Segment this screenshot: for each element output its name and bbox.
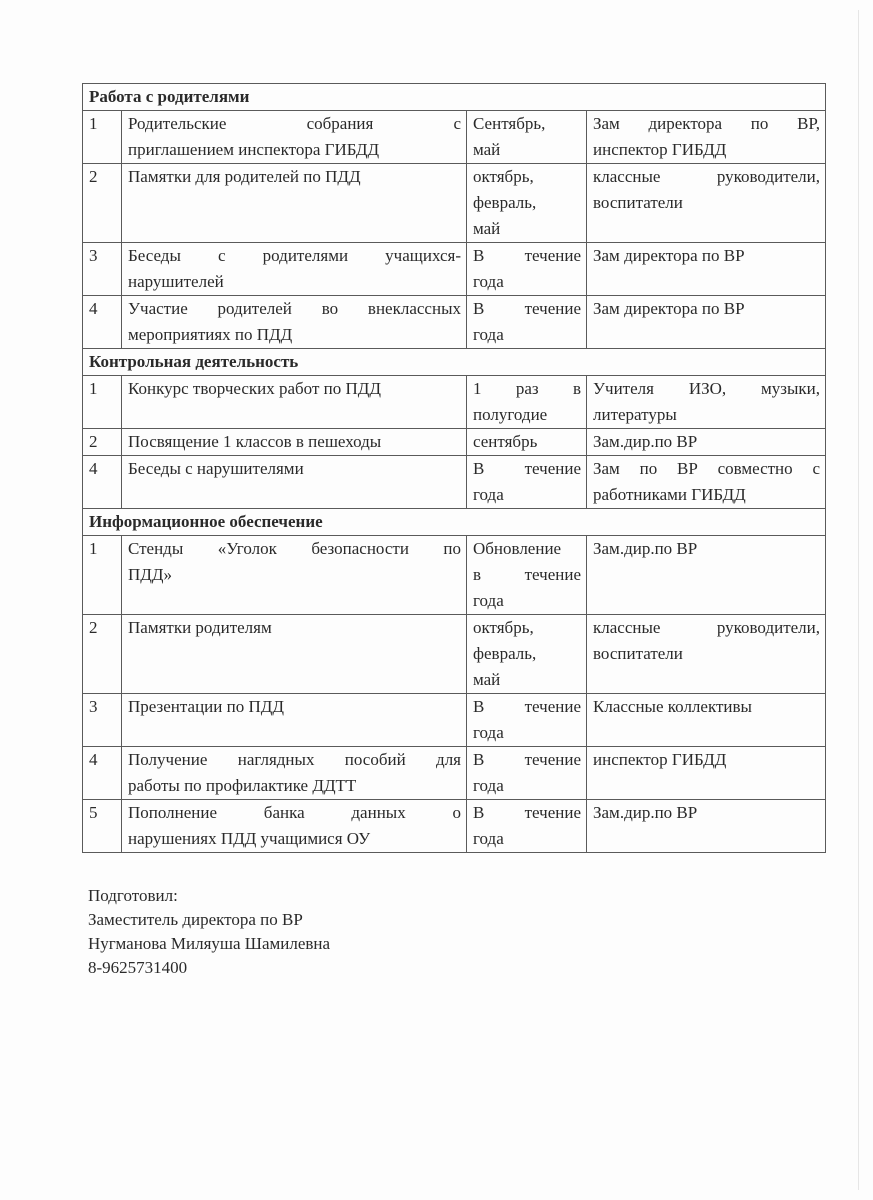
cell-line: года	[473, 272, 504, 291]
cell-line: Зам директора по ВР,	[593, 114, 820, 133]
table-row	[83, 243, 826, 296]
row-number: 1	[83, 111, 122, 164]
cell-line: В течение	[473, 803, 581, 822]
cell-line: инспектор ГИБДД	[593, 140, 727, 159]
cell-line: Зам.дир.по ВР	[593, 539, 698, 558]
cell-line: классные руководители,	[593, 618, 820, 637]
section-title: Работа с родителями	[83, 84, 826, 111]
activity-cell	[122, 376, 467, 429]
cell-line: Участие родителей во внеклассных	[128, 299, 461, 318]
row-number: 3	[83, 694, 122, 747]
cell-line: года	[473, 325, 504, 344]
row-number: 4	[83, 456, 122, 509]
cell-line: года	[473, 776, 504, 795]
cell-line: октябрь,	[473, 618, 534, 637]
row-number: 5	[83, 800, 122, 853]
table-row	[83, 376, 826, 429]
cell-line: работниками ГИБДД	[593, 485, 746, 504]
cell-line: В течение	[473, 246, 581, 265]
cell-line: Зам.дир.по ВР	[593, 803, 698, 822]
cell-line: май	[473, 670, 501, 689]
cell-line: февраль,	[473, 193, 537, 212]
author-phone: 8-9625731400	[88, 958, 188, 977]
cell-line: работы по профилактике ДДТТ	[128, 776, 357, 795]
cell-line: Родительские собрания с	[128, 114, 461, 133]
table-row	[83, 296, 826, 349]
cell-line: ПДД»	[128, 565, 172, 584]
row-number: 4	[83, 296, 122, 349]
cell-line: мероприятиях по ПДД	[128, 325, 293, 344]
prepared-label: Подготовил:	[88, 886, 178, 905]
cell-line: Зам по ВР совместно с	[593, 459, 820, 478]
cell-line: Стенды «Уголок безопасности по	[128, 539, 461, 558]
table-row	[83, 429, 826, 456]
activity-cell	[122, 536, 467, 615]
cell-line: Получение наглядных пособий для	[128, 750, 461, 769]
section-header-row	[83, 84, 826, 111]
cell-line: Зам директора по ВР	[593, 299, 745, 318]
row-number: 2	[83, 615, 122, 694]
plan-table	[82, 83, 826, 853]
term-cell	[467, 800, 587, 853]
section-title: Информационное обеспечение	[83, 509, 826, 536]
cell-line: нарушениях ПДД учащимися ОУ	[128, 829, 371, 848]
responsible-cell	[587, 243, 826, 296]
cell-line: Памятки для родителей по ПДД	[128, 167, 361, 186]
plan-table-body	[83, 84, 826, 853]
row-number: 2	[83, 429, 122, 456]
cell-line: В течение	[473, 459, 581, 478]
cell-line: года	[473, 829, 504, 848]
activity-cell	[122, 615, 467, 694]
term-cell	[467, 296, 587, 349]
cell-line: Посвящение 1 классов в пешеходы	[128, 432, 382, 451]
table-row	[83, 164, 826, 243]
term-cell	[467, 536, 587, 615]
responsible-cell	[587, 615, 826, 694]
activity-cell	[122, 164, 467, 243]
cell-line: Беседы с нарушителями	[128, 459, 304, 478]
row-number: 2	[83, 164, 122, 243]
cell-line: полугодие	[473, 405, 548, 424]
responsible-cell	[587, 694, 826, 747]
cell-line: года	[473, 723, 504, 742]
responsible-cell	[587, 111, 826, 164]
cell-line: Памятки родителям	[128, 618, 272, 637]
table-row	[83, 615, 826, 694]
section-title: Контрольная деятельность	[83, 349, 826, 376]
cell-line: в течение	[473, 565, 581, 584]
row-number: 4	[83, 747, 122, 800]
cell-line: воспитатели	[593, 193, 683, 212]
cell-line: В течение	[473, 299, 581, 318]
cell-line: нарушителей	[128, 272, 224, 291]
cell-line: Классные коллективы	[593, 697, 752, 716]
cell-line: Презентации по ПДД	[128, 697, 284, 716]
cell-line: года	[473, 485, 504, 504]
term-cell	[467, 111, 587, 164]
responsible-cell	[587, 747, 826, 800]
cell-line: Конкурс творческих работ по ПДД	[128, 379, 381, 398]
cell-line: инспектор ГИБДД	[593, 750, 727, 769]
cell-line: май	[473, 219, 501, 238]
activity-cell	[122, 296, 467, 349]
term-cell	[467, 243, 587, 296]
table-row	[83, 456, 826, 509]
cell-line: В течение	[473, 697, 581, 716]
table-row	[83, 694, 826, 747]
cell-line: сентябрь	[473, 432, 538, 451]
term-cell	[467, 694, 587, 747]
author-name: Нугманова Миляуша Шамилевна	[88, 934, 331, 953]
activity-cell	[122, 747, 467, 800]
responsible-cell	[587, 456, 826, 509]
cell-line: Учителя ИЗО, музыки,	[593, 379, 820, 398]
cell-line: Зам.дир.по ВР	[593, 432, 698, 451]
section-header-row	[83, 349, 826, 376]
responsible-cell	[587, 376, 826, 429]
signature-block	[88, 884, 330, 980]
cell-line: октябрь,	[473, 167, 534, 186]
table-row	[83, 111, 826, 164]
section-header-row	[83, 509, 826, 536]
activity-cell	[122, 243, 467, 296]
term-cell	[467, 376, 587, 429]
cell-line: Пополнение банка данных о	[128, 803, 461, 822]
cell-line: Беседы с родителями учащихся-	[128, 246, 461, 265]
row-number: 1	[83, 376, 122, 429]
cell-line: литературы	[593, 405, 677, 424]
activity-cell	[122, 429, 467, 456]
responsible-cell	[587, 164, 826, 243]
cell-line: Зам директора по ВР	[593, 246, 745, 265]
cell-line: воспитатели	[593, 644, 683, 663]
responsible-cell	[587, 429, 826, 456]
cell-line: года	[473, 591, 504, 610]
activity-cell	[122, 111, 467, 164]
cell-line: 1 раз в	[473, 379, 581, 398]
activity-cell	[122, 456, 467, 509]
activity-cell	[122, 800, 467, 853]
cell-line: Обновление	[473, 539, 562, 558]
responsible-cell	[587, 536, 826, 615]
responsible-cell	[587, 800, 826, 853]
term-cell	[467, 456, 587, 509]
table-row	[83, 747, 826, 800]
cell-line: май	[473, 140, 501, 159]
responsible-cell	[587, 296, 826, 349]
row-number: 1	[83, 536, 122, 615]
author-position: Заместитель директора по ВР	[88, 910, 303, 929]
row-number: 3	[83, 243, 122, 296]
table-row	[83, 536, 826, 615]
term-cell	[467, 615, 587, 694]
term-cell	[467, 429, 587, 456]
cell-line: В течение	[473, 750, 581, 769]
table-row	[83, 800, 826, 853]
cell-line: классные руководители,	[593, 167, 820, 186]
cell-line: Сентябрь,	[473, 114, 546, 133]
term-cell	[467, 164, 587, 243]
cell-line: февраль,	[473, 644, 537, 663]
scan-edge	[858, 10, 859, 1190]
cell-line: приглашением инспектора ГИБДД	[128, 140, 380, 159]
term-cell	[467, 747, 587, 800]
activity-cell	[122, 694, 467, 747]
